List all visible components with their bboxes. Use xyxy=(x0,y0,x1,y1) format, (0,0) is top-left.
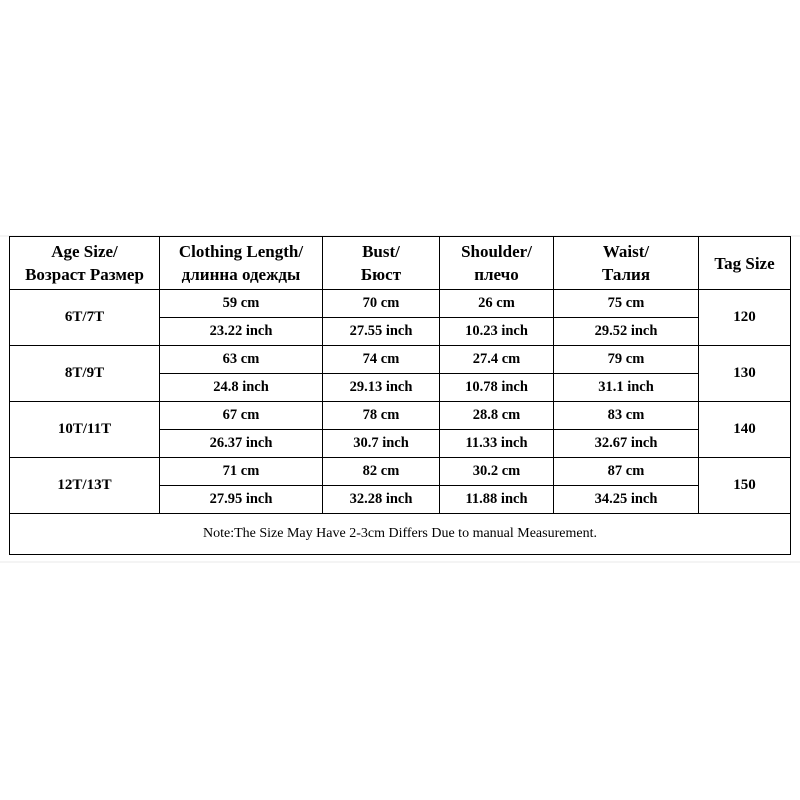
shoulder-cm-cell: 26 cm xyxy=(440,290,554,318)
waist-cm-cell: 83 cm xyxy=(554,402,699,430)
age-size-cell: 12T/13T xyxy=(10,458,160,514)
header-line-1: Shoulder/ xyxy=(461,242,532,261)
shoulder-cm-cell: 28.8 cm xyxy=(440,402,554,430)
bust-inch-cell: 30.7 inch xyxy=(323,430,440,458)
bust-inch-cell: 29.13 inch xyxy=(323,374,440,402)
header-tag-size xyxy=(699,237,791,290)
shoulder-cm-cell: 27.4 cm xyxy=(440,346,554,374)
clothing-length-inch-cell: 23.22 inch xyxy=(160,318,323,346)
header-line-2: Возраст Размер xyxy=(25,265,144,284)
age-size-cell: 10T/11T xyxy=(10,402,160,458)
bust-inch-cell: 27.55 inch xyxy=(323,318,440,346)
waist-cm-cell: 79 cm xyxy=(554,346,699,374)
waist-inch-cell: 31.1 inch xyxy=(554,374,699,402)
header-shoulder xyxy=(440,237,554,290)
header-line-1: Tag Size xyxy=(714,253,775,273)
table-row-cm xyxy=(10,346,791,374)
header-line-2: Бюст xyxy=(360,265,402,284)
measurement-note: Note:The Size May Have 2-3cm Differs Due to manual Measurement. xyxy=(10,514,791,555)
header-clothing-length xyxy=(160,237,323,290)
waist-inch-cell: 29.52 inch xyxy=(554,318,699,346)
header-line-2: плечо xyxy=(474,265,519,284)
header-bust xyxy=(323,237,440,290)
clothing-length-inch-cell: 24.8 inch xyxy=(160,374,323,402)
size-chart-table xyxy=(9,236,791,555)
table-row-cm xyxy=(10,458,791,486)
bust-cm-cell: 82 cm xyxy=(323,458,440,486)
waist-inch-cell: 32.67 inch xyxy=(554,430,699,458)
tag-size-cell: 120 xyxy=(699,290,791,346)
tag-size-cell: 140 xyxy=(699,402,791,458)
header-age-size xyxy=(10,237,160,290)
age-size-cell: 6T/7T xyxy=(10,290,160,346)
clothing-length-inch-cell: 26.37 inch xyxy=(160,430,323,458)
shoulder-inch-cell: 10.78 inch xyxy=(440,374,554,402)
clothing-length-cm-cell: 63 cm xyxy=(160,346,323,374)
waist-inch-cell: 34.25 inch xyxy=(554,486,699,514)
header-row xyxy=(10,237,791,290)
clothing-length-cm-cell: 59 cm xyxy=(160,290,323,318)
waist-cm-cell: 87 cm xyxy=(554,458,699,486)
tag-size-cell: 130 xyxy=(699,346,791,402)
shoulder-inch-cell: 10.23 inch xyxy=(440,318,554,346)
header-waist xyxy=(554,237,699,290)
shoulder-inch-cell: 11.33 inch xyxy=(440,430,554,458)
shoulder-inch-cell: 11.88 inch xyxy=(440,486,554,514)
header-line-1: Bust/ xyxy=(362,242,400,261)
table-row-cm xyxy=(10,290,791,318)
bust-cm-cell: 78 cm xyxy=(323,402,440,430)
clothing-length-inch-cell: 27.95 inch xyxy=(160,486,323,514)
clothing-length-cm-cell: 67 cm xyxy=(160,402,323,430)
waist-cm-cell: 75 cm xyxy=(554,290,699,318)
bust-cm-cell: 70 cm xyxy=(323,290,440,318)
header-line-2: длинна одежды xyxy=(181,265,301,284)
header-line-2: Талия xyxy=(601,265,651,284)
header-line-1: Waist/ xyxy=(602,242,650,261)
bust-inch-cell: 32.28 inch xyxy=(323,486,440,514)
tag-size-cell: 150 xyxy=(699,458,791,514)
clothing-length-cm-cell: 71 cm xyxy=(160,458,323,486)
note-row xyxy=(10,514,791,555)
header-line-1: Clothing Length/ xyxy=(178,242,304,261)
age-size-cell: 8T/9T xyxy=(10,346,160,402)
shoulder-cm-cell: 30.2 cm xyxy=(440,458,554,486)
table-row-cm xyxy=(10,402,791,430)
header-line-1: Age Size/ xyxy=(51,242,118,261)
bust-cm-cell: 74 cm xyxy=(323,346,440,374)
